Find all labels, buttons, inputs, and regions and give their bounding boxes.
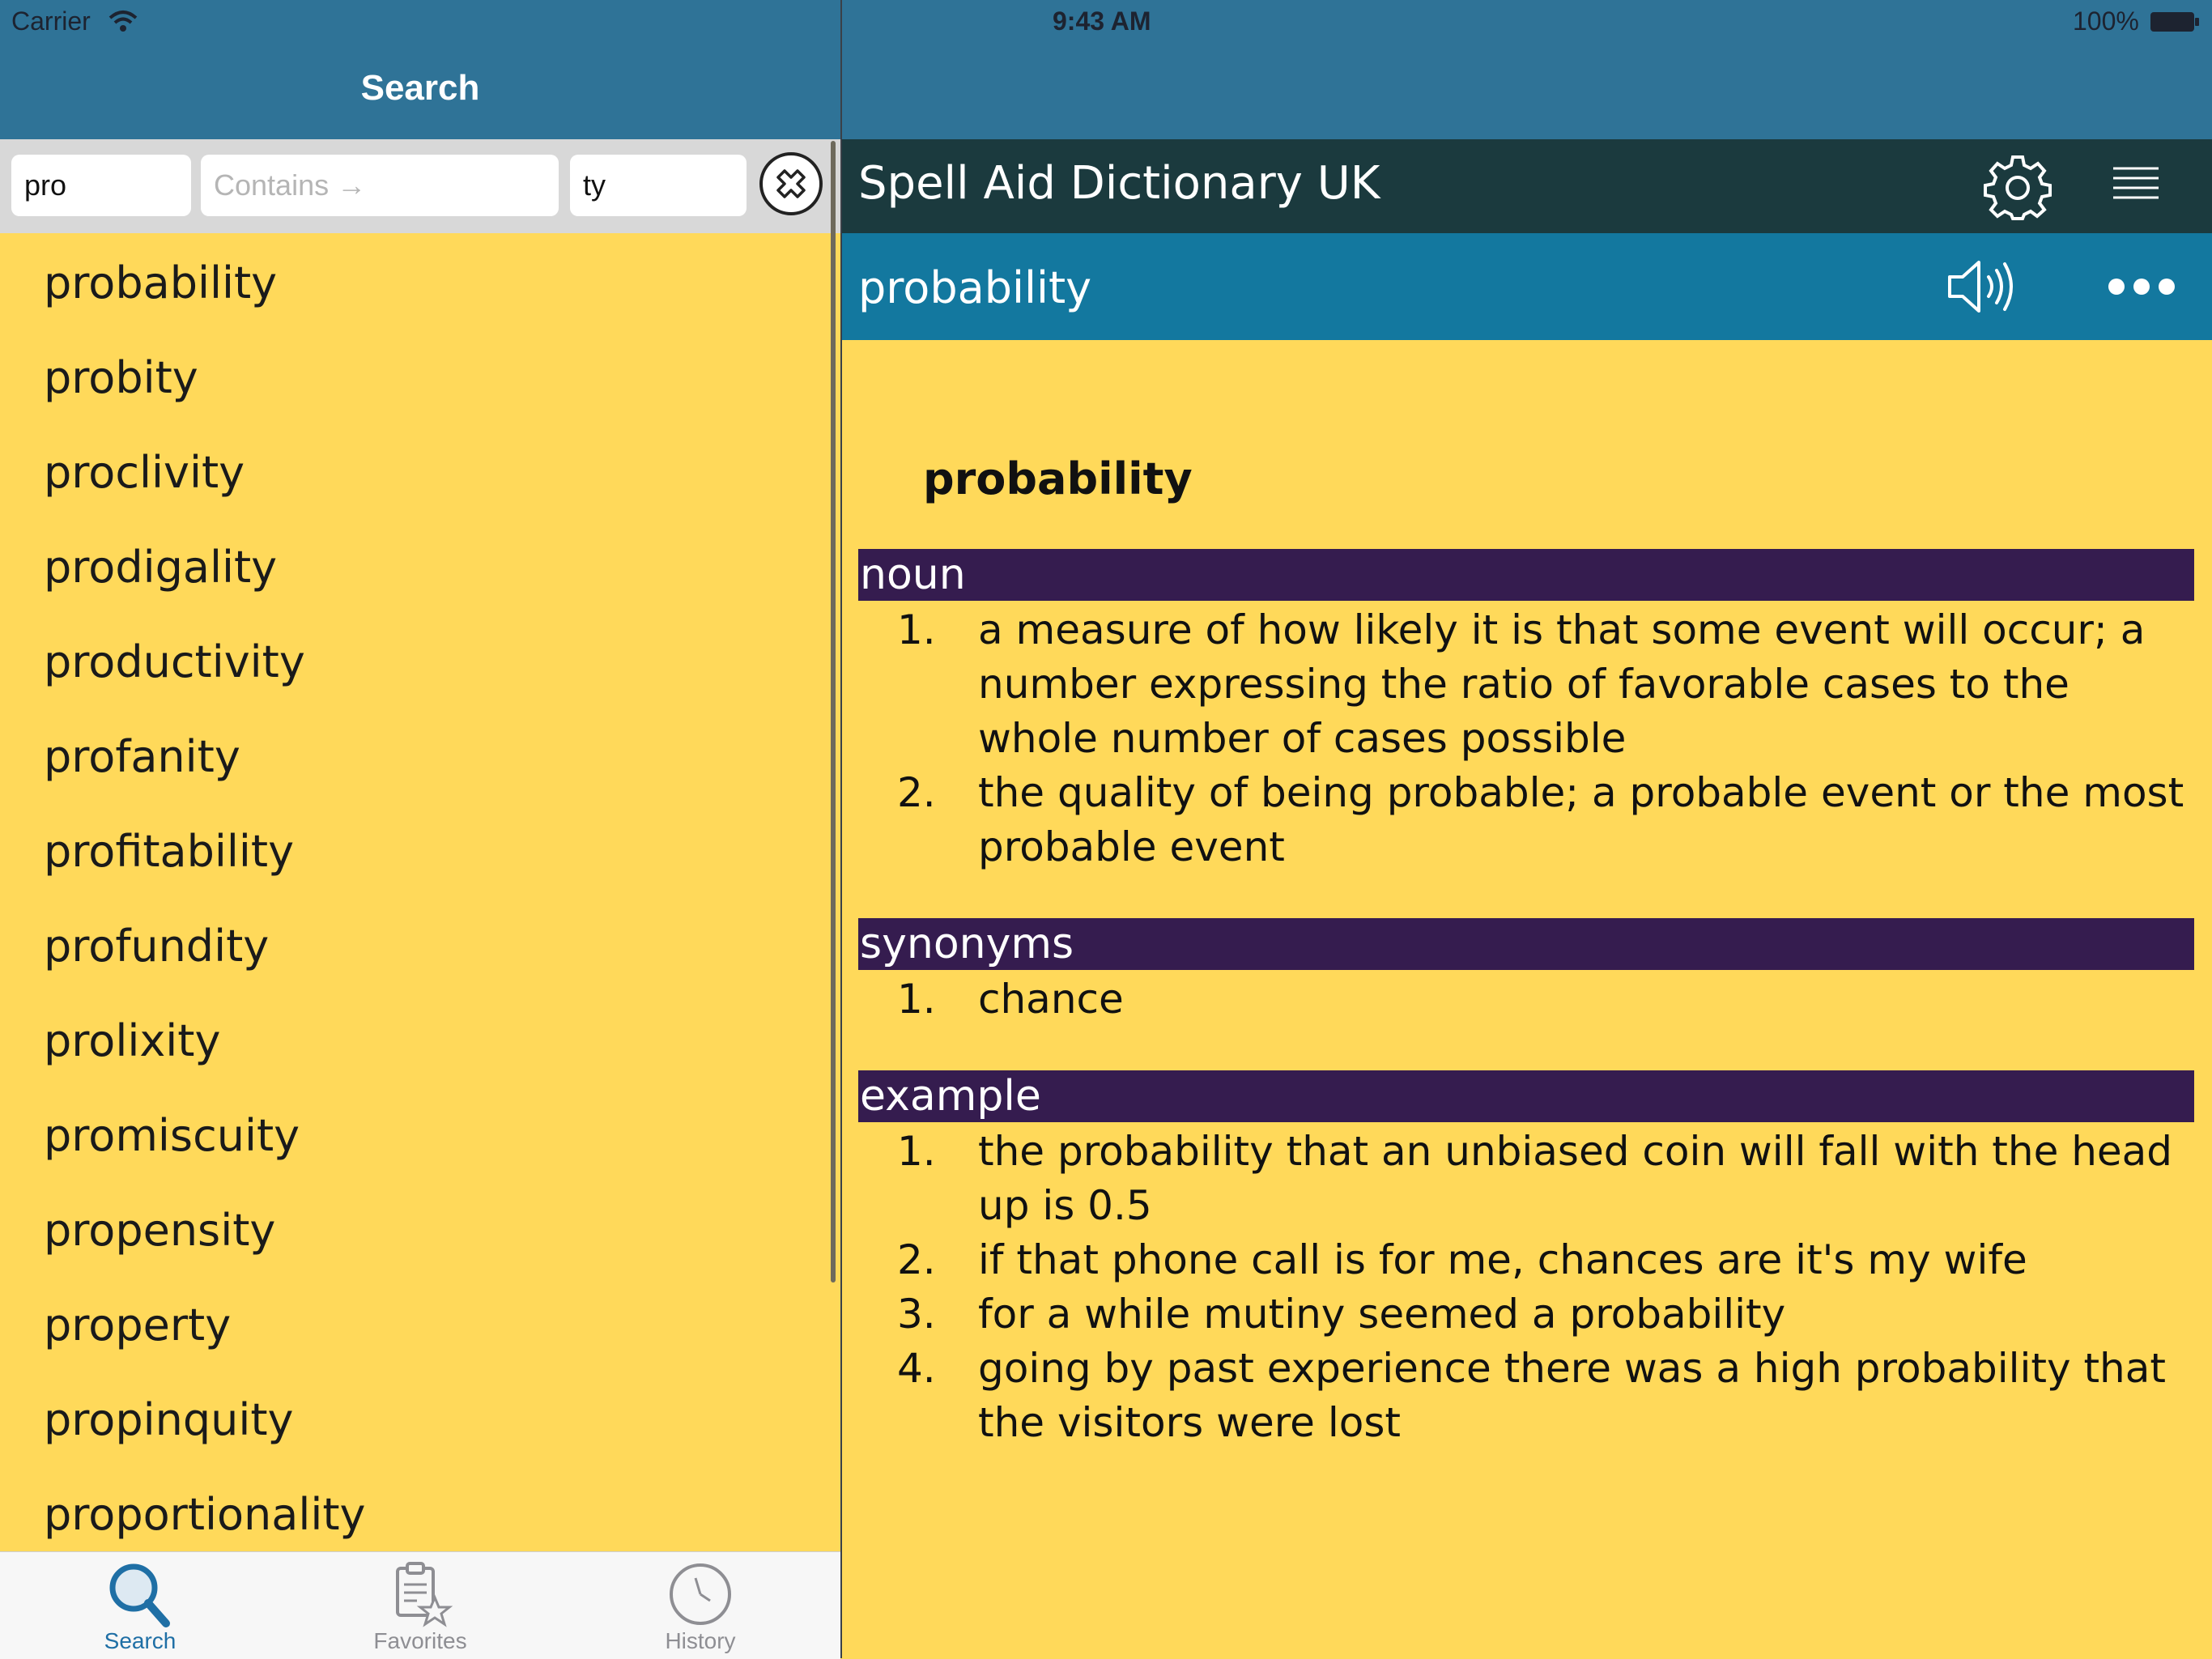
list-item[interactable]: profundity	[44, 921, 270, 972]
definition-content	[842, 340, 2212, 1658]
list-item[interactable]: proportionality	[44, 1489, 366, 1540]
battery-percent: 100%	[2073, 6, 2139, 36]
noun-definitions	[858, 603, 2194, 874]
example-item: 1. the probability that an unbiased coin will fall with the head up is 0.5	[897, 1128, 2173, 1229]
tab-history[interactable]	[560, 1552, 840, 1659]
list-item[interactable]: propensity	[44, 1205, 276, 1256]
detail-pane	[842, 0, 2212, 1658]
search-pane	[0, 0, 840, 1658]
definition-item: 1. a measure of how likely it is that some event will occur; a number expressing the ratio of favorable cases to the whole number of cases possible	[897, 606, 2146, 762]
current-word: probability	[858, 262, 1092, 313]
list-item[interactable]: profanity	[44, 731, 240, 782]
tab-label: Search	[104, 1628, 177, 1653]
entry-word: probability	[923, 453, 1193, 504]
example-item: 3. for a while mutiny seemed a probability	[897, 1291, 1786, 1338]
list-item[interactable]: property	[44, 1300, 232, 1351]
section-heading-example: example	[858, 1070, 2194, 1122]
tab-bar	[0, 1551, 840, 1659]
section-heading-noun: noun	[858, 549, 2194, 601]
ends-with-input[interactable]: ty	[570, 155, 747, 216]
list-item[interactable]: profitability	[44, 826, 295, 877]
scroll-indicator[interactable]	[831, 141, 836, 1283]
app-title: Spell Aid Dictionary UK	[858, 157, 1380, 210]
gear-icon[interactable]	[1984, 152, 2052, 220]
example-item: 4. going by past experience there was a high probability that the visitors were lost	[897, 1345, 2166, 1446]
list-item[interactable]: prodigality	[44, 542, 278, 593]
tab-label: Favorites	[373, 1628, 467, 1653]
clock-icon	[660, 1559, 741, 1631]
carrier-label: Carrier	[11, 6, 91, 36]
battery-icon	[2150, 11, 2200, 32]
synonyms-list	[858, 972, 2194, 1027]
magnifier-icon	[100, 1559, 181, 1631]
list-item[interactable]: propinquity	[44, 1394, 294, 1445]
wifi-icon	[108, 10, 138, 32]
speaker-icon[interactable]	[1945, 254, 2023, 319]
tab-label: History	[665, 1628, 736, 1653]
contains-input[interactable]: Contains →	[201, 155, 559, 216]
tab-search[interactable]	[0, 1552, 280, 1659]
example-item: 2. if that phone call is for me, chances are it's my wife	[897, 1236, 2027, 1283]
clear-search-button[interactable]	[758, 151, 824, 217]
status-time: 9:43 AM	[1053, 6, 1151, 36]
synonym-item: 1. chance	[897, 976, 1124, 1023]
tab-favorites[interactable]	[280, 1552, 560, 1659]
word-list	[0, 233, 826, 1551]
starts-with-input[interactable]: pro	[11, 155, 191, 216]
list-item[interactable]: prolixity	[44, 1015, 221, 1066]
word-header	[842, 233, 2212, 340]
search-bar	[0, 139, 840, 233]
list-item[interactable]: probity	[44, 352, 198, 403]
list-item[interactable]: proclivity	[44, 447, 245, 498]
examples-list	[858, 1125, 2194, 1450]
clipboard-star-icon	[380, 1559, 461, 1631]
definition-item: 2. the quality of being probable; a probable event or the most probable event	[897, 769, 2184, 870]
menu-icon[interactable]	[2110, 160, 2162, 212]
list-item[interactable]: promiscuity	[44, 1110, 300, 1161]
list-item[interactable]: productivity	[44, 636, 305, 687]
app-header	[842, 139, 2212, 233]
status-bar	[0, 0, 2212, 45]
more-options-icon[interactable]	[2105, 264, 2178, 309]
list-item[interactable]: probability	[44, 257, 278, 308]
section-heading-synonyms: synonyms	[858, 918, 2194, 970]
nav-title: Search	[360, 68, 480, 108]
